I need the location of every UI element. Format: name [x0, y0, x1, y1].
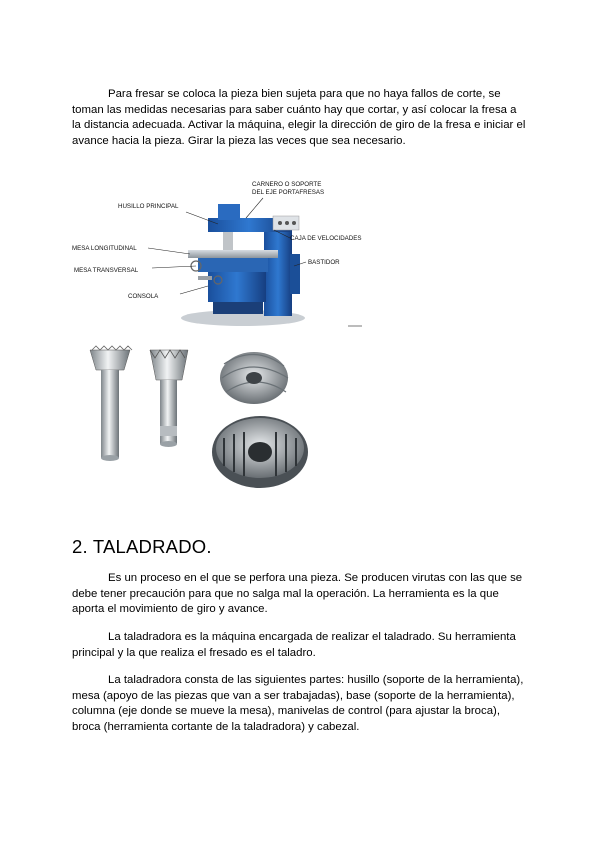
gear-hob-cutter — [212, 416, 308, 488]
section-heading: 2. TALADRADO. — [72, 536, 212, 557]
section-paragraph-1: Es un proceso en el que se perfora una pieza. Se producen virutas con las que se debe tener precaución para que no salga mal la operación. La herramienta es la que aporta el movimiento de giro y avance. — [72, 572, 523, 616]
dovetail-cutter — [150, 350, 188, 447]
label-mesa-transversal: MESA TRANSVERSAL — [74, 267, 139, 274]
section-paragraph-2: La taladradora es la máquina encargada de realizar el taladrado. Su herramienta principal y la que realiza el fresado es el taladro. — [72, 631, 516, 659]
intro-paragraph: Para fresar se coloca la pieza bien sujeta para que no haya fallos de corte, se toman las medidas necesarias para saber cuánto hay que cortar, y así colocar la fresa a la distancia adecuada. Activar la máquina, elegir la dirección de giro de la fresa e iniciar el avance hacia la pieza. Girar la pieza las veces que sea necesario. — [72, 88, 526, 147]
helical-cutter — [220, 352, 288, 404]
milling-machine-diagram — [68, 176, 378, 336]
label-carnero-line2: DEL EJE PORTAFRESAS — [252, 189, 325, 196]
label-caja: CAJA DE VELOCIDADES — [290, 235, 362, 242]
label-carnero-line1: CARNERO O SOPORTE — [252, 181, 322, 188]
label-bastidor: BASTIDOR — [308, 259, 340, 266]
label-husillo: HUSILLO PRINCIPAL — [118, 203, 179, 210]
label-consola: CONSOLA — [128, 293, 159, 300]
label-mesa-longitudinal: MESA LONGITUDINAL — [72, 245, 137, 252]
milling-machine-illustration — [181, 204, 305, 326]
t-slot-cutter — [90, 346, 132, 461]
milling-cutters-image — [84, 344, 320, 492]
section-paragraph-3: La taladradora consta de las siguientes partes: husillo (soporte de la herramienta), mesa (apoyo de las piezas que van a ser trabajadas), base (soporte de la herramienta), columna (eje donde se mueve la mesa), manivelas de control (para ajustar la broca), broca (herramienta cortante de la taladradora) y cabezal. — [72, 674, 524, 733]
